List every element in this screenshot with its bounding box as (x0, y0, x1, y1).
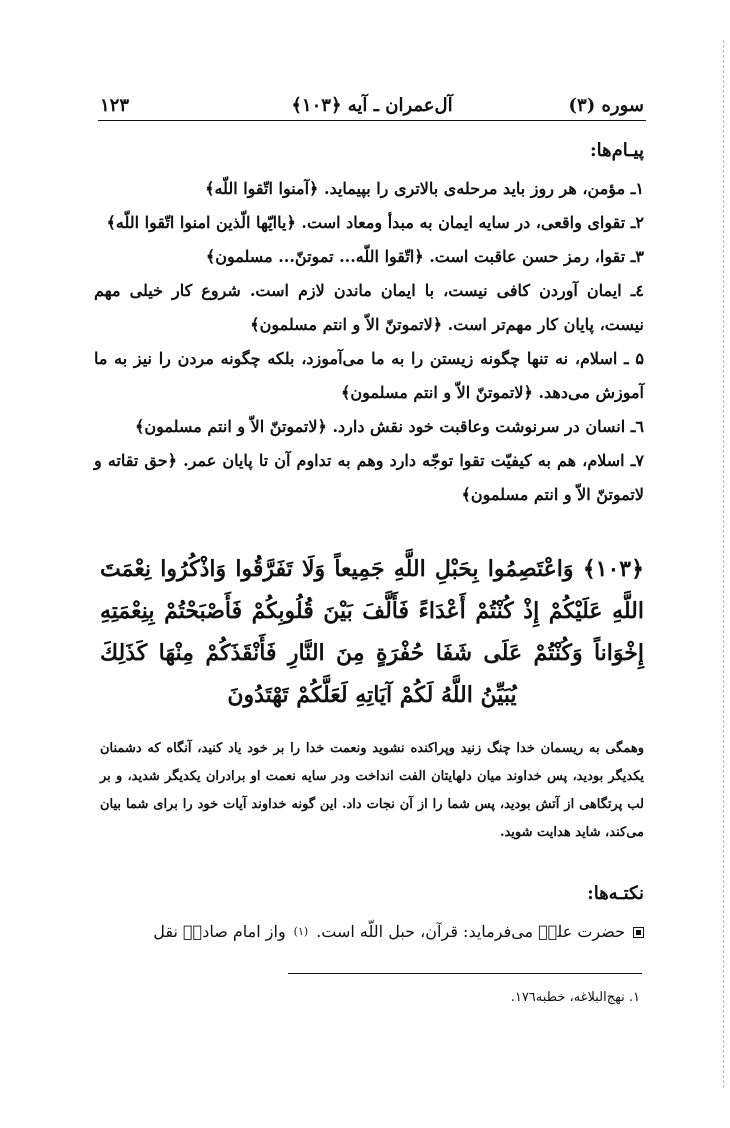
surah-label: سوره (۳) (568, 94, 644, 116)
message-item: ۷ـ اسلام، هم به کیفیّت تقوا توجّه دارد وهم به تداوم آن تا پایان عمر. ﴿حق تقاته و لاتموتنّ الاّ و انتم مسلمون﴾ (94, 451, 644, 504)
chapter-verse-label: آل‌عمران ـ آیه ﴿۱۰۳﴾ (291, 94, 453, 116)
verse-translation: وهمگی به ریسمان خدا چنگ زنید وپراکنده نشوید ونعمت خدا را بر خود یاد کنید، آنگاه که دشمنان یکدیگر بودید، پس خداوند میان دلهایتان الفت انداخت ودر سایه نعمت او برادران یکدیگر شدید، و بر لب پرتگاهی از آتش بودید، پس شما را از آن نجات داد. این گونه خداوند آیات خود را برای شما بیان می‌کند، شاید هدایت شوید. (100, 741, 644, 840)
note-text: حضرت علیؑ می‌فرماید: قرآن، حبل اللّه است. (316, 922, 625, 941)
message-item: ٦ـ انسان در سرنوشت وعاقبت خود نقش دارد. ﴿لاتموتنّ الاّ و انتم مسلمون﴾ (135, 417, 644, 436)
quran-verse: ﴿۱۰۳﴾ وَاعْتَصِمُوا بِحَبْلِ اللَّهِ جَمِيعاً وَلَا تَفَرَّقُوا وَاذْكُرُوا نِعْمَتَ اللَّهِ عَلَيْكُمْ إِذْ كُنْتُمْ أَعْدَاءً فَأَلَّفَ بَيْنَ قُلُوبِكُمْ فَأَصْبَحْتُمْ بِنِعْمَتِهِ إِخْوَاناً وَكُنْتُمْ عَلَى شَفَا حُفْرَةٍ مِنَ النَّارِ فَأَنْقَذَكُمْ مِنْهَا كَذَلِكَ يُبَيِّنُ اللَّهُ لَكُمْ آيَاتِهِ لَعَلَّكُمْ تَهْتَدُونَ (100, 556, 644, 708)
note-item (96, 918, 644, 946)
header-divider (98, 120, 646, 121)
page-header (100, 90, 644, 120)
message-item: ۵ ـ اسلام، نه تنها چگونه زیستن را به ما می‌آموزد، بلکه چگونه مردن را نیز به ما آموزش می‌دهد. ﴿لاتموتنّ الاّ و انتم مسلمون﴾ (94, 349, 644, 402)
footnote-divider (288, 973, 642, 974)
page-number: ۱۲۳ (100, 94, 130, 116)
page-edge (723, 40, 724, 1088)
message-item: ۳ـ تقوا، رمز حسن عاقبت است. ﴿اتّقوا اللّه... تموتنّ... مسلمون﴾ (205, 247, 644, 266)
messages-list (94, 172, 644, 512)
notes-heading: نکتـه‌ها: (587, 883, 644, 904)
message-item: ۲ـ تقوای واقعی، در سایه ایمان به مبدأ ومعاد است. ﴿یاایّها الّذین امنوا اتّقوا اللّه﴾ (106, 213, 644, 232)
note-continuation: واز امام صادقؑ نقل (153, 922, 286, 941)
message-item: ٤ـ ایمان آوردن کافی نیست، با ایمان ماندن لازم است. شروع کار خیلی مهم نیست، پایان کار مهم‌تر است. ﴿لاتموتنّ الاّ و انتم مسلمون﴾ (94, 281, 644, 334)
square-bullet-icon (633, 927, 644, 938)
footnote-marker: (۱) (293, 925, 309, 938)
messages-heading: پیـام‌ها: (590, 140, 644, 161)
message-item: ۱ـ مؤمن، هر روز باید مرحله‌ی بالاتری را بپیماید. ﴿آمنوا اتّقوا اللّه﴾ (205, 179, 644, 198)
footnote-text: ۱. نهج‌البلاغه، خطبه۱۷٦. (510, 990, 640, 1005)
